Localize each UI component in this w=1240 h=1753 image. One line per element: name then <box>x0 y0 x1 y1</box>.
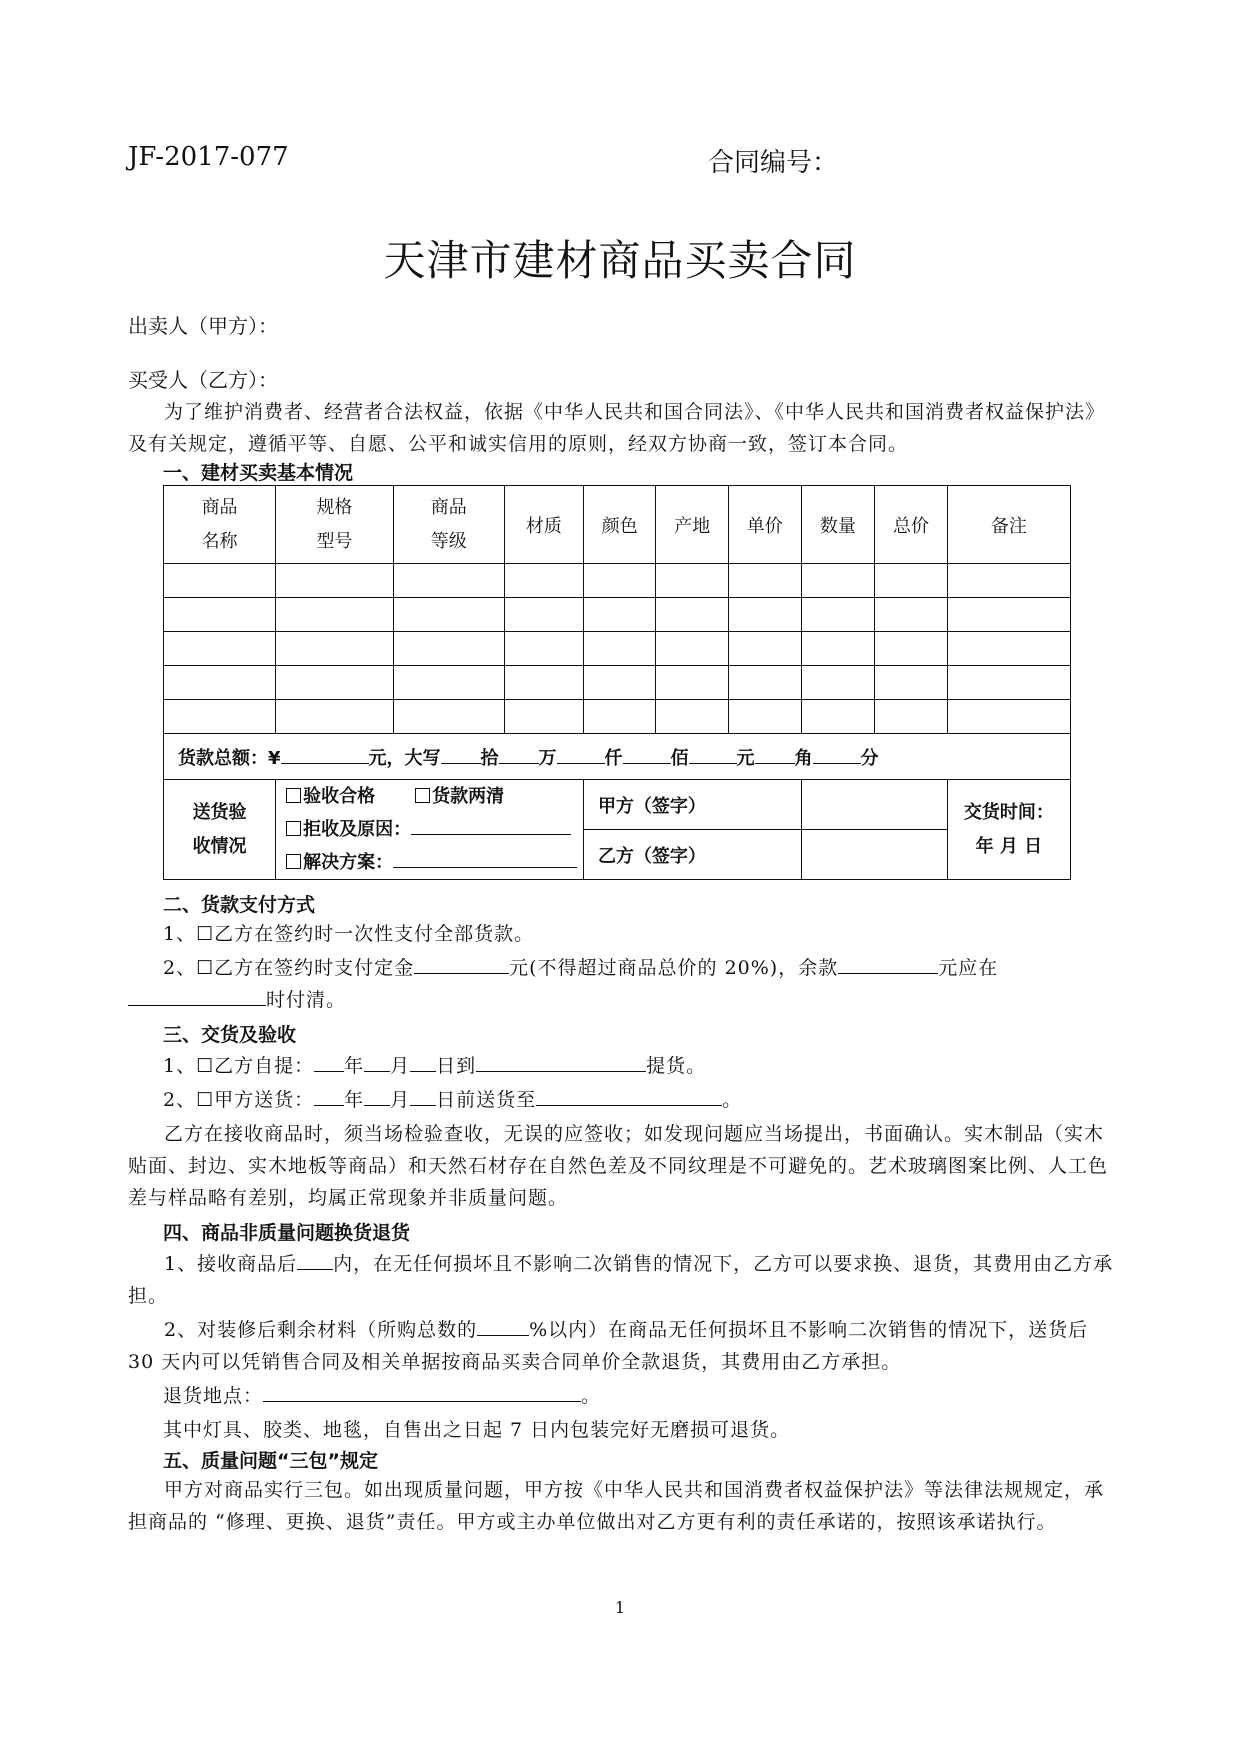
section4-heading: 四、商品非质量问题换货退货 <box>163 1222 411 1244</box>
section3-heading: 三、交货及验收 <box>163 1024 297 1046</box>
col-header: 规格 型号 <box>276 486 394 564</box>
table-cell[interactable] <box>656 666 729 700</box>
table-cell[interactable] <box>276 564 394 598</box>
checkbox-icon[interactable] <box>415 788 430 803</box>
table-row <box>164 666 1071 700</box>
table-cell[interactable] <box>875 564 948 598</box>
section3-paragraph: 乙方在接收商品时，须当场检验查收，无误的应签收；如发现问题应当场提出，书面确认。实木制品（实木贴面、封边、实木地板等商品）和天然石材存在自然色差及不同纹理是不可避免的。艺术玻璃图案比例、人工色差与样品略有差别，均属正常现象并非质量问题。 <box>128 1123 1109 1209</box>
table-cell[interactable] <box>393 666 504 700</box>
delivery-label-cell: 送货验 收情况 <box>164 780 276 880</box>
col-header: 单价 <box>729 486 802 564</box>
section3-item2: 2、☐甲方送货： 年 月 日前送货至 。 <box>163 1084 1153 1116</box>
table-cell[interactable] <box>393 632 504 666</box>
delivery-options-cell: 验收合格 货款两清 拒收及原因： 解决方案： <box>276 780 584 880</box>
table-cell[interactable] <box>583 700 656 734</box>
table-row <box>164 700 1071 734</box>
col-header: 产地 <box>656 486 729 564</box>
table-cell[interactable] <box>583 564 656 598</box>
col-header: 商品 名称 <box>164 486 276 564</box>
table-cell[interactable] <box>504 632 583 666</box>
table-cell[interactable] <box>656 598 729 632</box>
intro-text: 为了维护消费者、经营者合法权益，依据《中华人民共和国合同法》、《中华人民共和国消费者权益保护法》及有关规定，遵循平等、自愿、公平和诚实信用的原则，经双方协商一致，签订本合同。 <box>128 401 1106 455</box>
table-row <box>164 598 1071 632</box>
section2-heading: 二、货款支付方式 <box>163 894 316 916</box>
table-row <box>164 632 1071 666</box>
table-cell[interactable] <box>164 564 276 598</box>
table-cell[interactable] <box>729 666 802 700</box>
section1-heading: 一、建材买卖基本情况 <box>163 462 354 484</box>
page-title: 天津市建材商品买卖合同 <box>383 236 857 285</box>
table-cell[interactable] <box>947 598 1070 632</box>
col-header: 数量 <box>801 486 875 564</box>
section4-note: 其中灯具、胶类、地毯，自售出之日起 7 日内包装完好无磨损可退货。 <box>163 1419 791 1441</box>
checkbox-icon[interactable] <box>286 854 301 869</box>
seller-label: 出卖人（甲方）： <box>128 314 278 338</box>
table-header-row <box>164 486 1071 564</box>
table-cell[interactable] <box>276 598 394 632</box>
goods-table <box>163 485 1071 880</box>
intro-paragraph <box>128 396 1118 460</box>
table-cell[interactable] <box>164 666 276 700</box>
table-cell[interactable] <box>583 666 656 700</box>
party-b-sign-field[interactable] <box>801 830 947 880</box>
total-amount-row <box>164 734 1071 780</box>
section2-item2: 2、☐乙方在签约时支付定金 元(不得超过商品总价的 20%)，余款 元应在 时付清。 <box>128 952 1118 1016</box>
table-cell[interactable] <box>276 632 394 666</box>
checkbox-icon[interactable] <box>286 821 301 836</box>
table-cell[interactable] <box>393 564 504 598</box>
table-cell[interactable] <box>801 700 875 734</box>
col-header: 备注 <box>947 486 1070 564</box>
section4-item2: 2、对装修后剩余材料（所购总数的 %以内）在商品无任何损坏且不影响二次销售的情况下，送货后 30 天内可以凭销售合同及相关单据按商品买卖合同单价全款退货，其费用由乙方承担。 <box>128 1314 1118 1378</box>
col-header: 总价 <box>875 486 948 564</box>
table-cell[interactable] <box>729 700 802 734</box>
party-a-sign-field[interactable] <box>801 780 947 830</box>
section3-item1: 1、☐乙方自提： 年 月 日到 提货。 <box>163 1050 1153 1082</box>
table-cell[interactable] <box>393 700 504 734</box>
table-cell[interactable] <box>164 598 276 632</box>
checkbox-icon[interactable] <box>286 788 301 803</box>
table-cell[interactable] <box>504 666 583 700</box>
table-cell[interactable] <box>947 700 1070 734</box>
table-cell[interactable] <box>583 598 656 632</box>
table-cell[interactable] <box>801 598 875 632</box>
table-cell[interactable] <box>276 666 394 700</box>
section5-heading: 五、质量问题“三包”规定 <box>163 1450 378 1472</box>
party-b-sign-label: 乙方（签字） <box>583 830 801 880</box>
table-cell[interactable] <box>801 632 875 666</box>
delivery-row <box>164 780 1071 830</box>
buyer-label: 买受人（乙方）： <box>128 368 278 392</box>
table-cell[interactable] <box>164 632 276 666</box>
section4-return-place: 退货地点： 。 <box>163 1380 1153 1412</box>
table-cell[interactable] <box>583 632 656 666</box>
table-cell[interactable] <box>504 598 583 632</box>
col-header: 材质 <box>504 486 583 564</box>
table-cell[interactable] <box>947 666 1070 700</box>
table-cell[interactable] <box>164 700 276 734</box>
col-header: 商品 等级 <box>393 486 504 564</box>
col-header: 颜色 <box>583 486 656 564</box>
table-cell[interactable] <box>656 700 729 734</box>
table-cell[interactable] <box>875 598 948 632</box>
table-cell[interactable] <box>729 632 802 666</box>
party-a-sign-label: 甲方（签字） <box>583 780 801 830</box>
table-cell[interactable] <box>875 666 948 700</box>
section4-item1: 1、接收商品后 内，在无任何损坏且不影响二次销售的情况下，乙方可以要求换、退货，其费用由乙方承担。 <box>128 1248 1118 1312</box>
table-cell[interactable] <box>801 666 875 700</box>
table-cell[interactable] <box>504 564 583 598</box>
section2-item1: 1、☐乙方在签约时一次性支付全部货款。 <box>163 923 535 945</box>
table-cell[interactable] <box>801 564 875 598</box>
table-cell[interactable] <box>947 632 1070 666</box>
table-cell[interactable] <box>729 564 802 598</box>
table-cell[interactable] <box>875 700 948 734</box>
table-cell[interactable] <box>729 598 802 632</box>
table-cell[interactable] <box>875 632 948 666</box>
contract-number-label: 合同编号： <box>708 148 839 178</box>
page-number: 1 <box>614 1598 626 1617</box>
table-cell[interactable] <box>947 564 1070 598</box>
table-cell[interactable] <box>504 700 583 734</box>
delivery-time-cell: 交货时间： 年 月 日 <box>947 780 1070 880</box>
table-row <box>164 564 1071 598</box>
table-cell[interactable] <box>656 564 729 598</box>
table-cell[interactable] <box>656 632 729 666</box>
total-amount-cell: 货款总额：¥ 元，大写 拾 万 仟 佰 元 角 分 <box>164 734 1071 780</box>
doc-code: JF-2017-077 <box>128 142 289 172</box>
table-cell[interactable] <box>276 700 394 734</box>
section5-paragraph: 甲方对商品实行三包。如出现质量问题，甲方按《中华人民共和国消费者权益保护法》等法律法规规定，承担商品的 “修理、更换、退货”责任。甲方或主办单位做出对乙方更有利的责任承诺的，按照该承诺执行。 <box>128 1479 1105 1533</box>
table-cell[interactable] <box>393 598 504 632</box>
